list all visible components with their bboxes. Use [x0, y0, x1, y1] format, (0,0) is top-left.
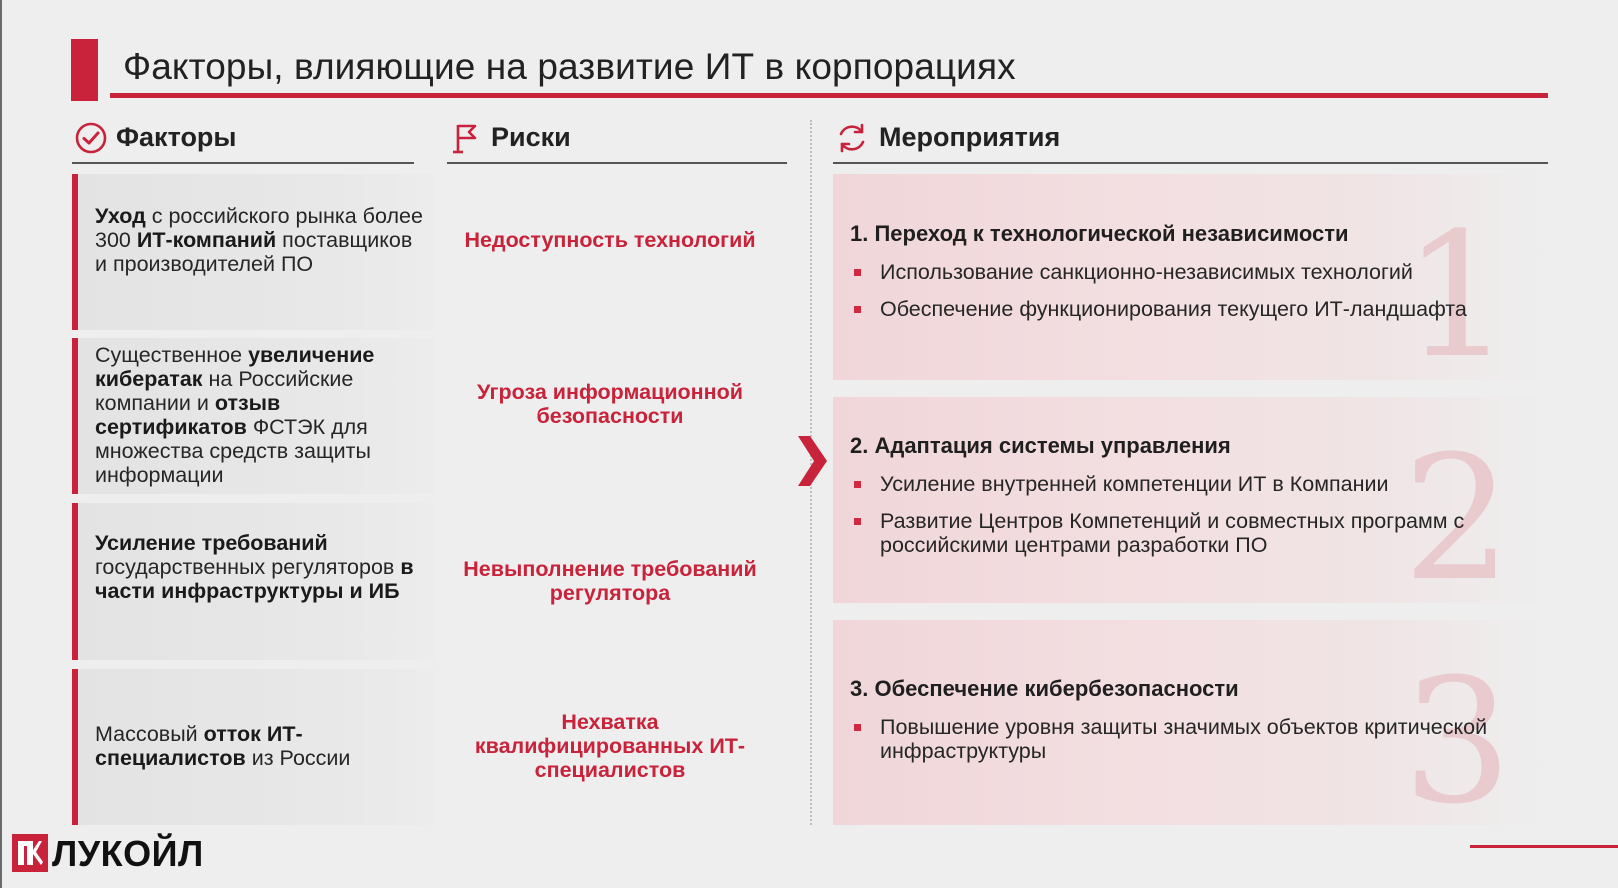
measure-item-text: Усиление внутренней компетенции ИТ в Компании — [880, 472, 1389, 496]
risks-header — [447, 116, 787, 164]
check-circle-icon — [74, 121, 108, 155]
square-bullet-icon — [854, 269, 861, 276]
factors-header — [72, 116, 414, 164]
left-edge-line — [0, 0, 2, 888]
measure-card-3 — [833, 620, 1548, 825]
measure-title: 3. Обеспечение кибербезопасности — [850, 676, 1239, 701]
measure-title: 2. Адаптация системы управления — [850, 433, 1231, 458]
factor-card-2 — [72, 338, 434, 494]
factor-card-1 — [72, 174, 434, 330]
risk-label-3: Невыполнение требований регулятора — [463, 557, 757, 605]
title-underline — [110, 93, 1548, 98]
factor-text-segment: Существенное — [95, 343, 249, 367]
refresh-icon — [835, 121, 869, 155]
footer-accent-line — [1470, 845, 1618, 848]
factor-card-3 — [72, 503, 434, 660]
measure-list-item — [850, 297, 1528, 321]
measure-list-item — [850, 472, 1528, 496]
measure-list — [850, 260, 1528, 334]
factor-text-segment: государственных регуляторов — [95, 555, 401, 579]
risks-header-label: Риски — [491, 122, 571, 152]
measure-list-item — [850, 260, 1528, 284]
measures-header — [833, 116, 1548, 164]
factor-text-segment: поставщиков и производителей ПО — [95, 228, 413, 276]
factor-text — [95, 343, 424, 487]
square-bullet-icon — [854, 724, 861, 731]
factor-text-segment: из России — [245, 746, 351, 770]
risk-label-4: Нехватка квалифицированных ИТ-специалистов — [474, 710, 746, 782]
chevron-right-icon — [796, 436, 828, 486]
square-bullet-icon — [854, 518, 861, 525]
measure-item-text: Повышение уровня защиты значимых объектов критической инфраструктуры — [880, 715, 1488, 763]
page-title: Факторы, влияющие на развитие ИТ в корпорациях — [123, 46, 1016, 87]
factor-text-segment: увеличение кибератак — [95, 343, 375, 391]
measure-title: 1. Переход к технологической независимости — [850, 221, 1349, 246]
lukoil-logo-icon — [12, 834, 48, 872]
factor-text-segment: с российского рынка более 300 — [95, 204, 423, 252]
factor-text-segment: Усиление требований — [95, 531, 328, 555]
factor-text-segment: Массовый — [95, 722, 204, 746]
measure-number: 2 — [1402, 418, 1512, 603]
measure-number: 3 — [1402, 641, 1512, 825]
factor-text — [95, 722, 424, 770]
logo-text: ЛУКОЙЛ — [52, 833, 204, 874]
measure-card-2 — [833, 397, 1548, 603]
measure-list-item — [850, 715, 1528, 763]
factor-card-4 — [72, 669, 434, 825]
factor-text-segment: отзыв сертификатов — [95, 391, 281, 439]
factor-text — [95, 531, 424, 603]
square-bullet-icon — [854, 481, 861, 488]
flag-icon — [449, 121, 483, 155]
title-marker — [71, 39, 98, 101]
measure-card-1 — [833, 174, 1548, 380]
factor-text — [95, 204, 424, 276]
measure-item-text: Обеспечение функционирования текущего ИТ-ландшафта — [880, 297, 1467, 321]
factor-text-segment: отток ИТ-специалистов — [95, 722, 303, 770]
risk-label-1: Недоступность технологий — [464, 228, 756, 252]
factor-text-segment: на Российские компании и — [95, 367, 354, 415]
measure-list-item — [850, 509, 1528, 557]
risk-label-2: Угроза информационной безопасности — [476, 380, 743, 428]
measure-item-text: Использование санкционно-независимых технологий — [880, 260, 1413, 284]
measure-number: 1 — [1402, 195, 1512, 380]
measures-header-label: Мероприятия — [879, 122, 1061, 152]
factor-text-segment: ИТ-компаний — [136, 228, 277, 252]
measure-item-text: Развитие Центров Компетенций и совместных программ с российскими центрами разработки ПО — [880, 509, 1465, 557]
measure-list — [850, 715, 1528, 776]
factor-text-segment: Уход — [95, 204, 146, 228]
measure-list — [850, 472, 1528, 570]
factor-text-segment: в части инфраструктуры и ИБ — [95, 555, 414, 603]
factors-header-label: Факторы — [116, 122, 237, 152]
factor-text-segment: ФСТЭК для множества средств защиты информации — [95, 415, 371, 487]
square-bullet-icon — [854, 306, 861, 313]
